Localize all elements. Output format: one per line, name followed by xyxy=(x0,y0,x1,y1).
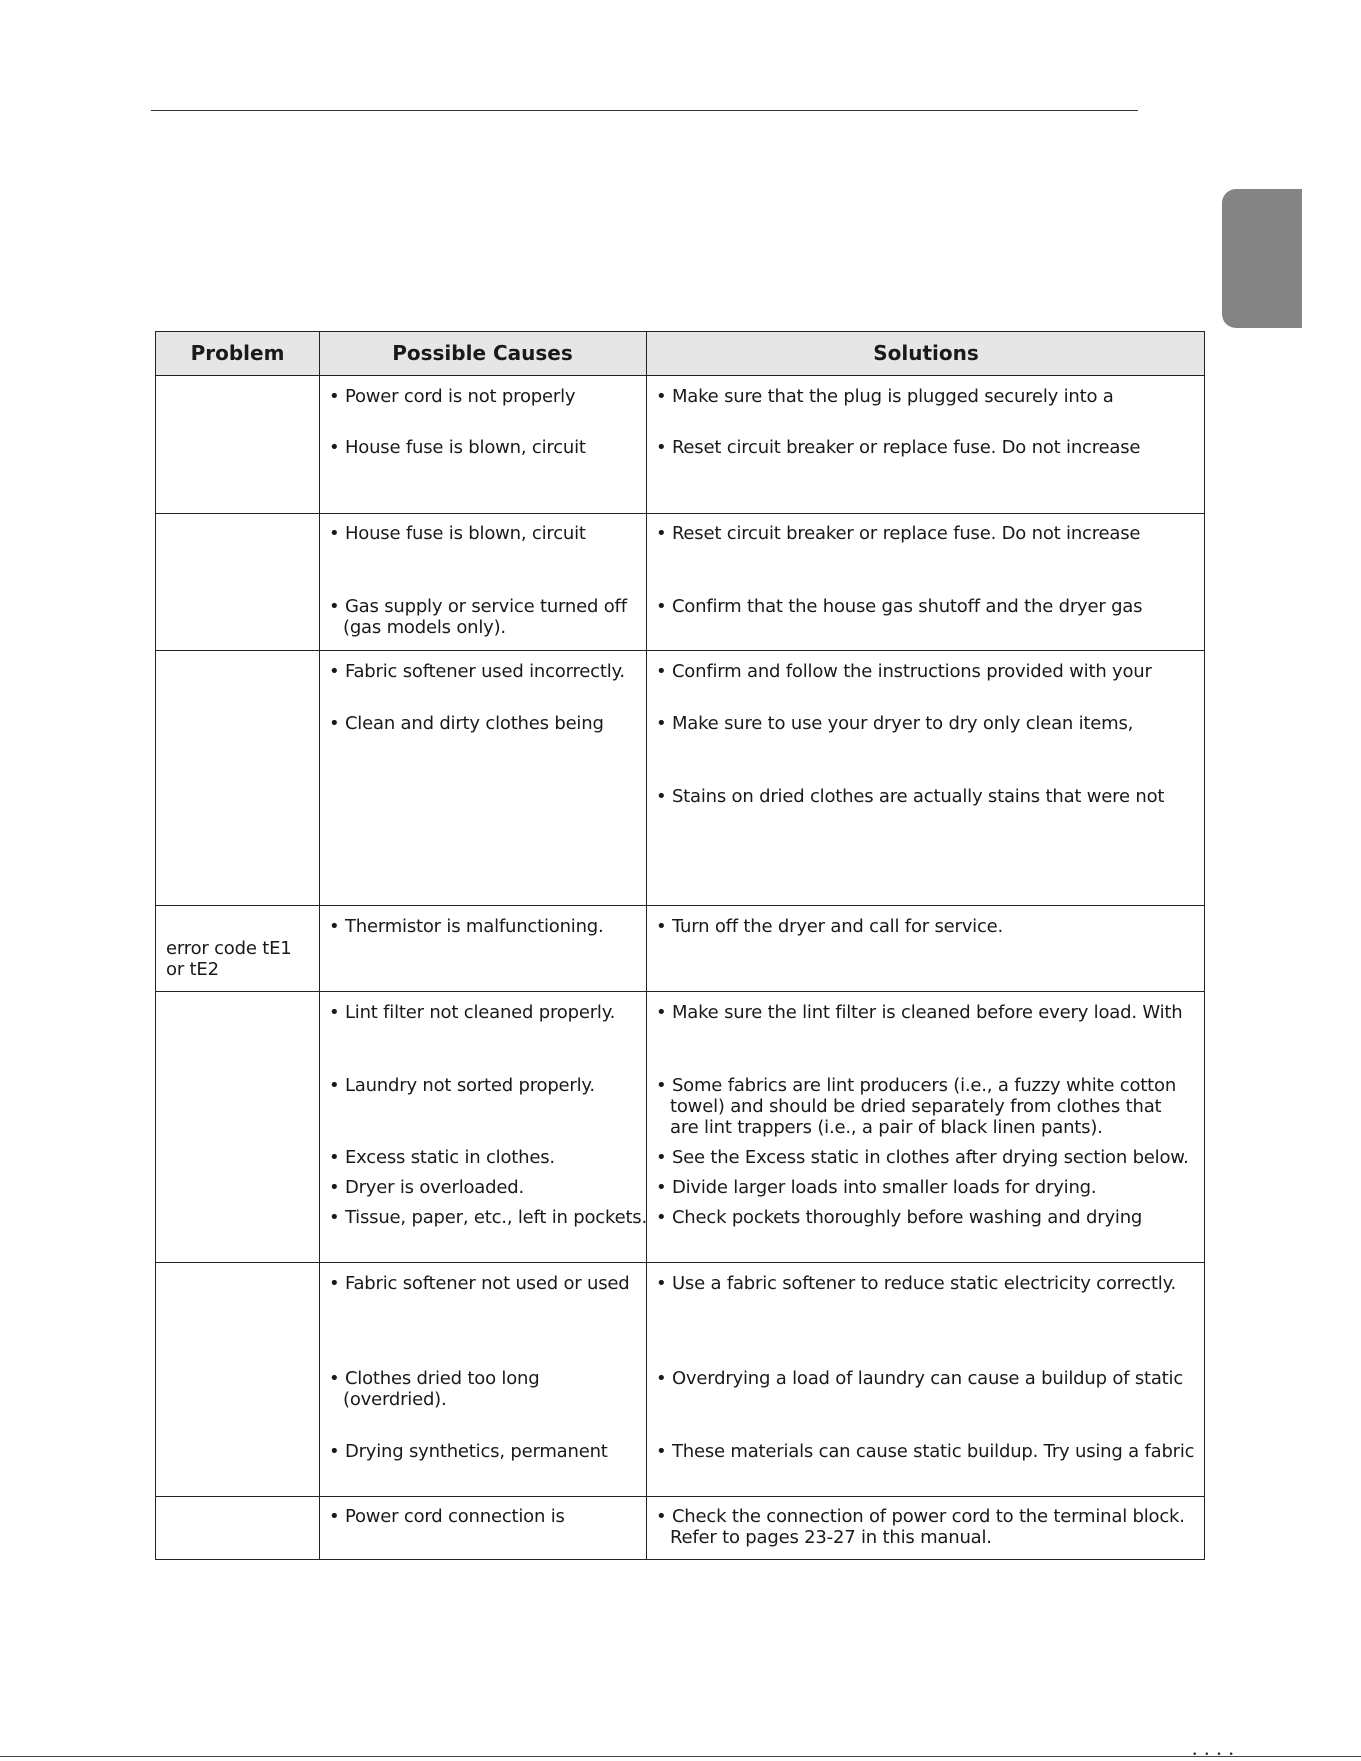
top-rule xyxy=(151,110,1138,111)
solution-text: • Some fabrics are lint producers (i.e., a fuzzy white cotton xyxy=(656,1075,1177,1096)
solution-text: • Confirm and follow the instructions provided with your xyxy=(656,661,1152,682)
cause-text: • Clean and dirty clothes being xyxy=(329,713,604,734)
solution-text: • See the Excess static in clothes after drying section below. xyxy=(656,1147,1189,1168)
cause-text: • Drying synthetics, permanent xyxy=(329,1441,608,1462)
solution-text: • Confirm that the house gas shutoff and the dryer gas xyxy=(656,596,1143,617)
solution-text: Refer to pages 23-27 in this manual. xyxy=(670,1527,992,1548)
solution-text: • Reset circuit breaker or replace fuse. Do not increase xyxy=(656,437,1141,458)
cause-text: • Power cord is not properly xyxy=(329,386,576,407)
row-divider xyxy=(156,650,1204,651)
solution-text: are lint trappers (i.e., a pair of black linen pants). xyxy=(670,1117,1103,1138)
cause-text: • Power cord connection is xyxy=(329,1506,565,1527)
cause-text: • Lint filter not cleaned properly. xyxy=(329,1002,616,1023)
problem-text: or tE2 xyxy=(166,959,219,980)
row-divider xyxy=(156,991,1204,992)
solution-text: • Make sure the lint filter is cleaned before every load. With xyxy=(656,1002,1183,1023)
cause-text: • Tissue, paper, etc., left in pockets. xyxy=(329,1207,648,1228)
cause-text: • Dryer is overloaded. xyxy=(329,1177,524,1198)
row-divider xyxy=(156,905,1204,906)
header-possible-causes: Possible Causes xyxy=(392,341,573,365)
solution-text: • These materials can cause static buildup. Try using a fabric xyxy=(656,1441,1195,1462)
solution-text: • Check the connection of power cord to the terminal block. xyxy=(656,1506,1185,1527)
solution-text: • Make sure to use your dryer to dry only clean items, xyxy=(656,713,1134,734)
solution-text: • Stains on dried clothes are actually stains that were not xyxy=(656,786,1165,807)
solution-text: • Divide larger loads into smaller loads for drying. xyxy=(656,1177,1097,1198)
troubleshooting-table xyxy=(155,331,1205,1560)
solution-text: • Check pockets thoroughly before washing and drying xyxy=(656,1207,1143,1228)
row-divider xyxy=(156,1262,1204,1263)
header-solutions: Solutions xyxy=(873,341,979,365)
solution-text: • Use a fabric softener to reduce static electricity correctly. xyxy=(656,1273,1177,1294)
cause-text: • House fuse is blown, circuit xyxy=(329,437,586,458)
row-divider xyxy=(156,1496,1204,1497)
problem-text: error code tE1 xyxy=(166,938,292,959)
bottom-rule xyxy=(0,1756,1361,1757)
solution-text: towel) and should be dried separately from clothes that xyxy=(670,1096,1162,1117)
solution-text: • Reset circuit breaker or replace fuse. Do not increase xyxy=(656,523,1141,544)
cause-text: • Clothes dried too long xyxy=(329,1368,540,1389)
cause-text: • Thermistor is malfunctioning. xyxy=(329,916,604,937)
column-divider xyxy=(646,332,647,1559)
footer-mark: • • • • xyxy=(1192,1750,1236,1760)
solution-text: • Overdrying a load of laundry can cause a buildup of static xyxy=(656,1368,1184,1389)
header-problem: Problem xyxy=(190,341,285,365)
cause-text: (gas models only). xyxy=(343,617,506,638)
cause-text: • Fabric softener used incorrectly. xyxy=(329,661,625,682)
solution-text: • Make sure that the plug is plugged securely into a xyxy=(656,386,1114,407)
row-divider xyxy=(156,513,1204,514)
cause-text: • Fabric softener not used or used xyxy=(329,1273,630,1294)
cause-text: • Excess static in clothes. xyxy=(329,1147,555,1168)
cause-text: (overdried). xyxy=(343,1389,447,1410)
cause-text: • House fuse is blown, circuit xyxy=(329,523,586,544)
cause-text: • Laundry not sorted properly. xyxy=(329,1075,595,1096)
column-divider xyxy=(319,332,320,1559)
cause-text: • Gas supply or service turned off xyxy=(329,596,627,617)
solution-text: • Turn off the dryer and call for service. xyxy=(656,916,1004,937)
section-tab xyxy=(1222,189,1302,328)
